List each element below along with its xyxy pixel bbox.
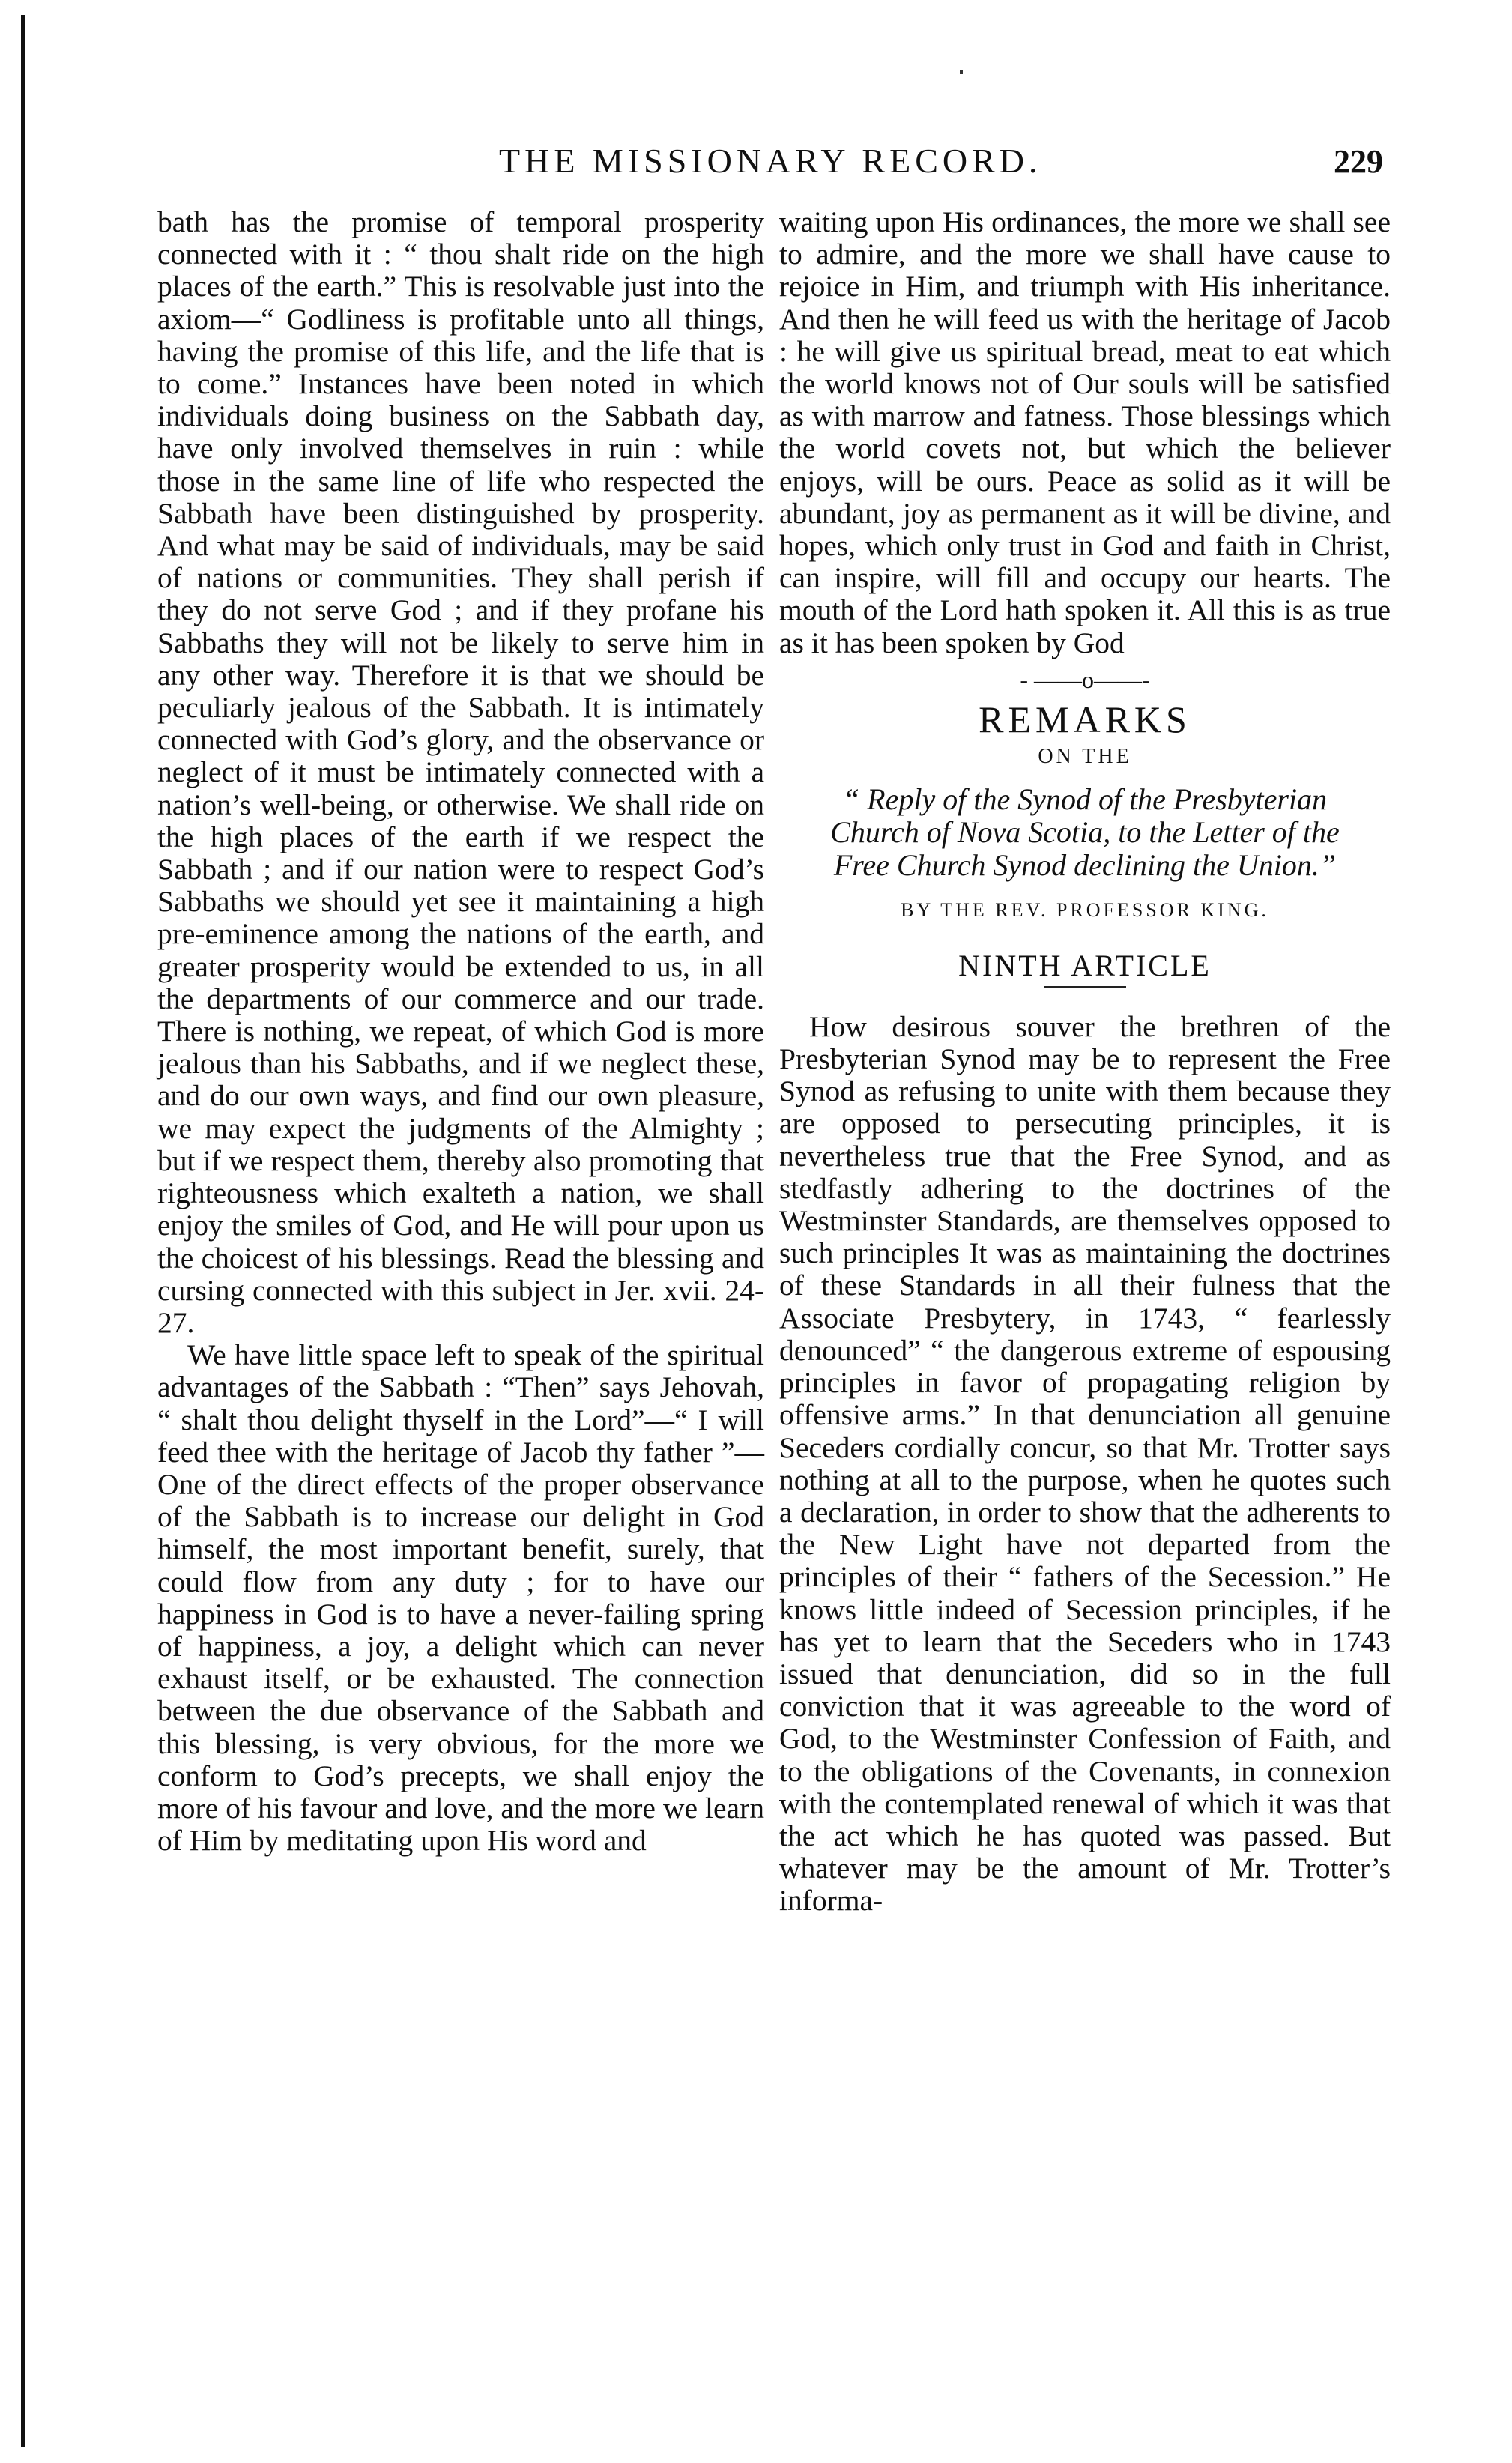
remarks-title: “ Reply of the Synod of the Presbyterian Church of Nova Scotia, to the Letter of the Free Church Synod declining the Union.”: [830, 782, 1340, 883]
article-heading: NINTH ARTICLE: [958, 948, 1212, 982]
remarks-heading: REMARKS: [979, 698, 1191, 741]
left-paragraph-2: We have little space left to speak of the spiritual advantages of the Sabbath : “Then” says Jehovah, “ shalt thou delight thyself in the Lord”—“ I will feed thee with the heritage of Jacob thy father ”— One of the direct effects of the proper observance of the Sabbath is to increase our delight in God himself, the most important benefit, surely, that could flow from any duty ; for to have our happiness in God is to have a never-failing spring of happiness, a joy, a delight which can never exhaust itself, or be exhausted. The connection between the due observance of the Sabbath and this blessing, is very obvious, for the more we conform to God’s precepts, we shall enjoy the more of his favour and love, and the more we learn of Him by meditating upon His word and: [157, 1338, 764, 1858]
running-title: THE MISSIONARY RECORD.: [499, 142, 1042, 180]
right-column: [779, 206, 1391, 1917]
byline: BY THE REV. PROFESSOR KING.: [901, 899, 1269, 922]
print-speck: [960, 70, 963, 74]
right-paragraph-1: waiting upon His ordinances, the more we shall see to admire, and the more we shall have cause to rejoice in Him, and triumph with His inheritance. And then he will feed us with the heritage of Jacob : he will give us spiritual bread, meat to eat which the world knows not of Our souls will be satisfied as with marrow and fatness. Those blessings which the world covets not, but which the believer enjoys, will be ours. Peace as solid as it will be abundant, joy as permanent as it will be divine, and hopes, which only trust in God and faith in Christ, can inspire, will fill and occupy our hearts. The mouth of the Lord hath spoken it. All this is as true as it has been spoken by God: [779, 205, 1391, 659]
section-divider: - ——o——-: [1020, 665, 1150, 693]
page-number: 229: [1334, 143, 1383, 180]
on-the-label: ON THE: [1038, 745, 1132, 769]
page-header: [169, 141, 1383, 186]
page-edge-rule: [21, 15, 25, 2447]
left-column: [157, 206, 764, 1857]
heading-rule: [1044, 986, 1126, 988]
left-paragraph-1: bath has the promise of temporal prosperity connected with it : “ thou shalt ride on the high places of the earth.” This is resolvable just into the axiom—“ Godliness is profitable unto all things, having the promise of this life, and the life that is to come.” Instances have been noted in which individuals doing business on the Sabbath day, have only involved themselves in ruin : while those in the same line of life who respected the Sabbath have been distinguished by prosperity. And what may be said of individuals, may be said of nations or communities. They shall perish if they do not serve God ; and if they profane his Sabbaths they will not be likely to serve him in any other way. Therefore it is that we should be peculiarly jealous of the Sabbath. It is intimately connected with God’s glory, and the observance or neglect of it must be intimately connected with a nation’s well-being, or otherwise. We shall ride on the high places of the earth if we respect the Sabbath ; and if our nation were to respect God’s Sabbaths we should yet see it maintaining a high pre-eminence among the nations of the earth, and greater prosperity would be extended to us, in all the departments of our commerce and our trade. There is nothing, we repeat, of which God is more jealous than his Sabbaths, and if we neglect these, and do our own ways, and find our own pleasure, we may expect the judgments of the Almighty ; but if we respect them, thereby also promoting that righteousness which exalteth a nation, we shall enjoy the smiles of God, and He will pour upon us the choicest of his blessings. Read the blessing and cursing connected with this subject in Jer. xvii. 24-27.: [157, 205, 764, 1339]
right-paragraph-2: How desirous souver the brethren of the Presbyterian Synod may be to represent the Free Synod as refusing to unite with them because they are opposed to persecuting principles, it is nevertheless true that the Free Synod, and as stedfastly adhering to the doctrines of the Westminster Standards, are themselves opposed to such principles It was as maintaining the doctrines of these Standards in all their fulness that the Associate Presbytery, in 1743, “ fearlessly denounced” “ the dangerous extreme of espousing principles in favor of propagating religion by offensive arms.” In that denunciation all genuine Seceders cordially concur, so that Mr. Trotter says nothing at all to the purpose, when he quotes such a declaration, in order to show that the adherents to the New Light have not departed from the principles of their “ fathers of the Secession.” He knows little indeed of Secession principles, if he has yet to learn that the Seceders who in 1743 issued that denunciation, did so in the full conviction that it was agreeable to the word of God, to the Westminster Confession of Faith, and to the obligations of the Covenants, in connexion with the contemplated renewal of which it was that the act which he has quoted was passed. But whatever may be the amount of Mr. Trotter’s informa-: [779, 1009, 1391, 1917]
